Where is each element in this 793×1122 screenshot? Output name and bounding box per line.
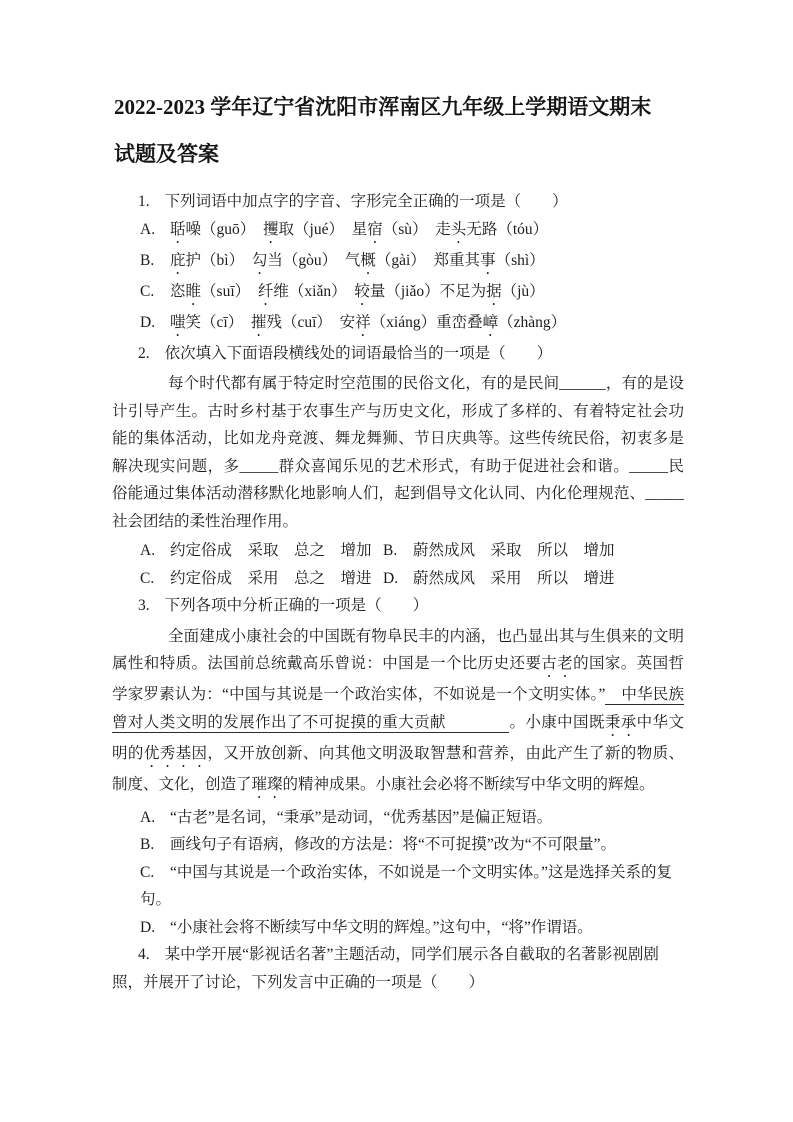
option-label: B. bbox=[140, 836, 155, 853]
option-text: 聒噪（guō） 攫取（jué） 星宿（sù） 走头无路（tóu） bbox=[170, 220, 549, 238]
question-2-option-row-1 bbox=[112, 537, 684, 565]
question-3-number: 3. bbox=[138, 597, 150, 614]
question-1-option-d bbox=[112, 309, 684, 340]
question-2-option-row-2 bbox=[112, 565, 684, 593]
option-label: C. bbox=[140, 569, 155, 587]
option-text: 庇护（bì） 勾当（gòu） 气概（gài） 郑重其事（shì） bbox=[170, 251, 545, 269]
option-text: “古老”是名词，“秉承”是动词，“优秀基因”是偏正短语。 bbox=[170, 808, 553, 826]
question-1-option-c bbox=[112, 278, 684, 309]
question-3-stem bbox=[112, 592, 684, 620]
option-text: 嗤笑（cī） 摧残（cuī） 安祥（xiáng）重峦叠嶂（zhàng） bbox=[170, 313, 567, 331]
question-3-passage: 全面建成小康社会的中国既有物阜民丰的内涵，也凸显出其与生俱来的文明属性和特质。法国前总统戴高乐曾说：中国是一个比历史还要古老的国家。英国哲学家罗素认为：“中国与其说是一个政治实体，不如说是一个文明实体。” 中华民族曾对人类文明的发展作出了不可捉摸的重大贡献 。小康中国既秉承中华文明的优秀基因，又开放创新、向其他文明汲取智慧和营养，由此产生了新的物质、制度、文化，创造了璀璨的精神成果。小康社会必将不断续写中华文明的辉煌。 bbox=[112, 627, 684, 793]
option-label: A. bbox=[140, 808, 156, 826]
option-label: D. bbox=[140, 313, 156, 331]
option-label: A. bbox=[140, 220, 156, 238]
question-1 bbox=[112, 188, 684, 340]
option-label: B. bbox=[140, 251, 155, 269]
option-label: A. bbox=[140, 542, 156, 559]
question-1-option-b bbox=[112, 247, 684, 278]
question-2-option-a bbox=[140, 537, 383, 565]
option-text: “小康社会将不断续写中华文明的辉煌。”这句中，“将”作谓语。 bbox=[170, 918, 593, 936]
document-title bbox=[114, 84, 684, 178]
title-line-2: 试题及答案 bbox=[114, 142, 219, 166]
option-label: B. bbox=[383, 542, 398, 559]
question-4-stem-text: 某中学开展“影视话名著”主题活动，同学们展示各自截取的名著影视剧剧照，并展开了讨论，下列发言中正确的一项是（ ） bbox=[112, 946, 659, 991]
option-text: 画线句子有语病，修改的方法是：将“不可捉摸”改为“不可限量”。 bbox=[170, 836, 617, 853]
option-text: 蔚然成风 采取 所以 增加 bbox=[413, 542, 615, 559]
question-2-option-d bbox=[383, 565, 684, 593]
document-content bbox=[112, 84, 684, 996]
question-2-passage: 每个时代都有属于特定时空范围的民俗文化，有的是民间______，有的是设计引导产生。古时乡村基于农事生产与历史文化，形成了多样的、有着特定社会功能的集体活动，比如龙舟竞渡、舞龙舞狮、节日庆典等。这些传统民俗，初衷多是解决现实问题，多_____群众喜闻乐见的艺术形式，有助于促进社会和谐。_____民俗能通过集体活动潜移默化地影响人们，起到倡导文化认同、内化伦理规范、_____社会团结的柔性治理作用。 bbox=[112, 375, 684, 530]
option-label: D. bbox=[140, 918, 156, 936]
option-text: 约定俗成 采取 总之 增加 bbox=[170, 542, 372, 559]
question-4-number: 4. bbox=[138, 946, 150, 963]
question-1-stem bbox=[112, 188, 684, 216]
question-4-stem bbox=[112, 941, 684, 996]
option-text: 恣睢（suī） 纤维（xiǎn） 较量（jiǎo）不足为据（jù） bbox=[170, 282, 545, 300]
question-2-stem-text: 依次填入下面语段横线处的词语最恰当的一项是（ ） bbox=[164, 344, 553, 362]
question-3 bbox=[112, 592, 684, 941]
title-line-1: 2022-2023 学年辽宁省沈阳市浑南区九年级上学期语文期末 bbox=[114, 95, 652, 119]
option-text: 蔚然成风 采用 所以 增进 bbox=[413, 569, 615, 587]
question-2-option-c bbox=[140, 565, 383, 593]
question-2-stem bbox=[112, 340, 684, 368]
question-3-option-d bbox=[112, 914, 684, 942]
question-2-number: 2. bbox=[138, 344, 150, 362]
question-1-option-a bbox=[112, 216, 684, 247]
question-2-option-b bbox=[383, 537, 684, 565]
question-3-stem-text: 下列各项中分析正确的一项是（ ） bbox=[164, 597, 429, 614]
question-3-option-a bbox=[112, 804, 684, 832]
option-label: D. bbox=[383, 569, 399, 587]
question-1-stem-text: 下列词语中加点字的字音、字形完全正确的一项是（ ） bbox=[164, 193, 568, 210]
question-3-option-b bbox=[112, 831, 684, 859]
question-2 bbox=[112, 340, 684, 593]
question-4 bbox=[112, 941, 684, 996]
question-3-option-c bbox=[112, 859, 684, 914]
option-label: C. bbox=[140, 282, 155, 300]
option-text: 约定俗成 采用 总之 增进 bbox=[170, 569, 372, 587]
option-text: “中国与其说是一个政治实体，不如说是一个文明实体。”这是选择关系的复句。 bbox=[140, 863, 673, 908]
question-1-number: 1. bbox=[138, 193, 150, 210]
option-label: C. bbox=[140, 863, 155, 881]
